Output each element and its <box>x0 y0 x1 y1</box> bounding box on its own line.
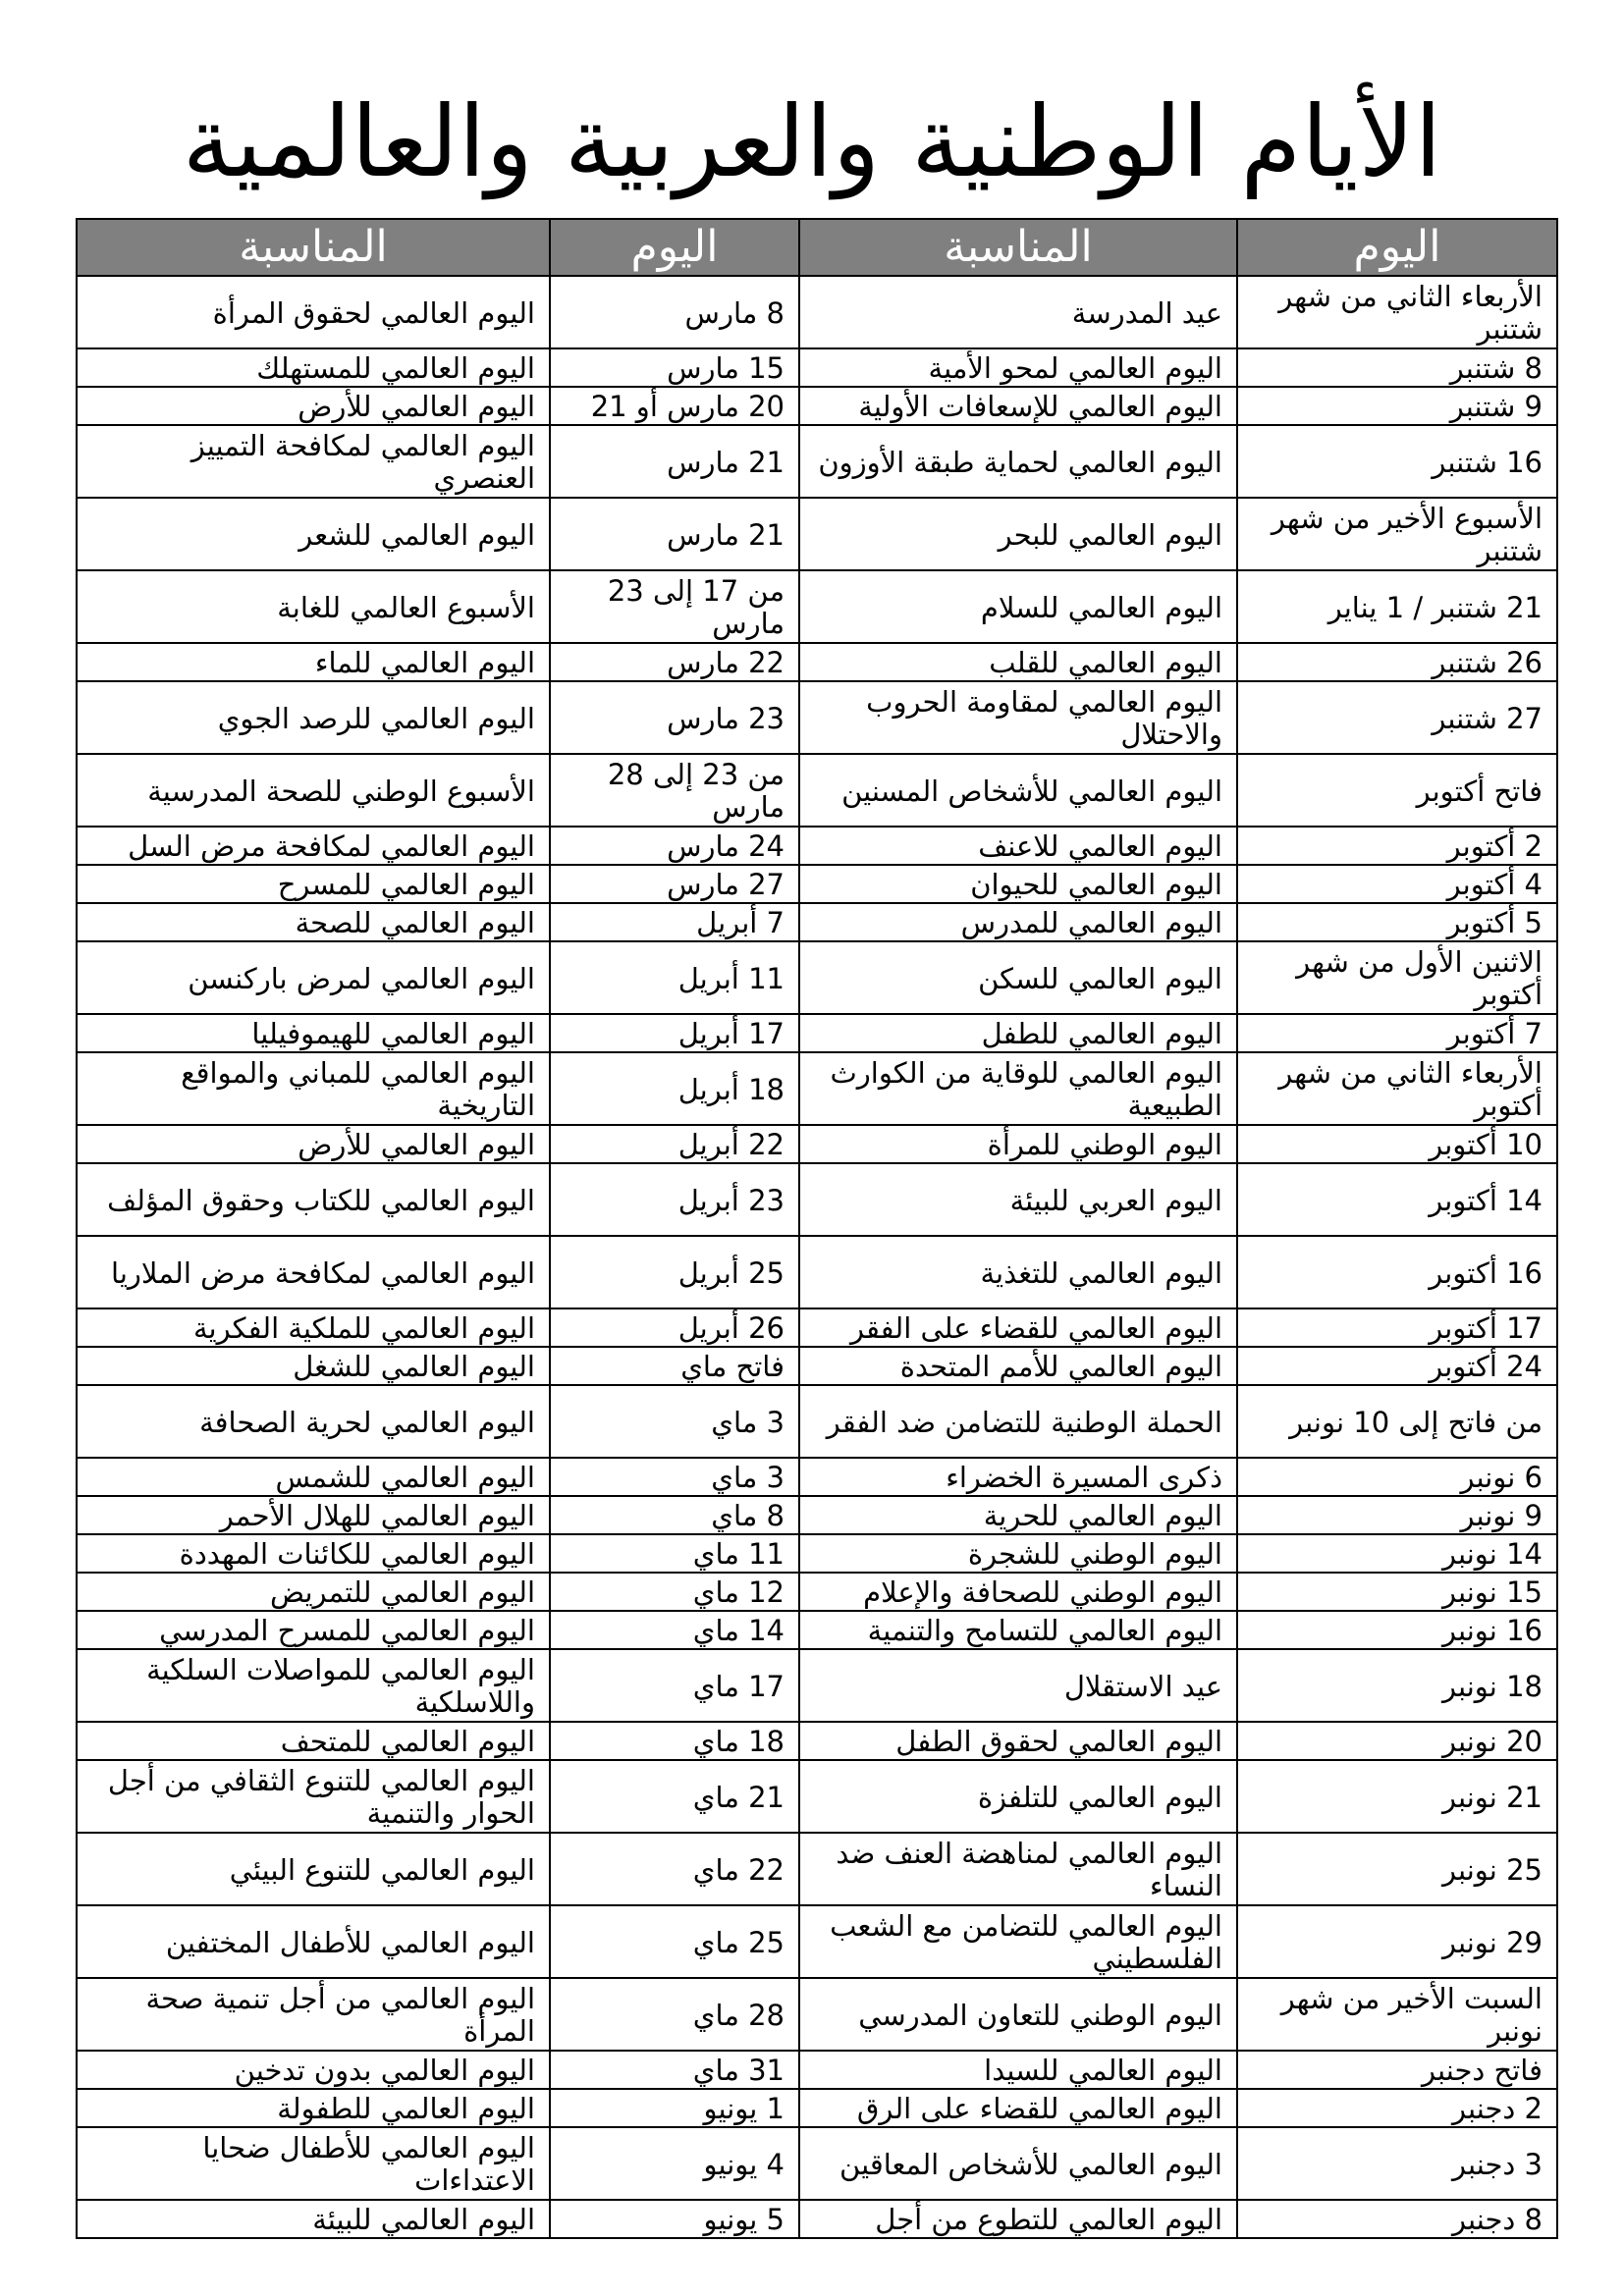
occasion-cell: اليوم العالمي للتنوع الثقافي من أجل الحوار والتنمية <box>77 1760 550 1833</box>
day-cell: من فاتح إلى 10 نونبر <box>1237 1385 1557 1458</box>
occasion-cell: اليوم الوطني للصحافة والإعلام <box>799 1573 1237 1611</box>
occasion-cell: اليوم العالمي للمسرح المدرسي <box>77 1611 550 1649</box>
occasion-cell: اليوم العالمي للتضامن مع الشعب الفلسطيني <box>799 1905 1237 1978</box>
occasions-table-container <box>78 218 1558 2239</box>
occasion-cell: اليوم العالمي لمحو الأمية <box>799 348 1237 387</box>
occasion-cell: اليوم العالمي للسيدا <box>799 2051 1237 2089</box>
day-cell: 17 ماي <box>550 1649 799 1722</box>
occasion-cell: اليوم العالمي بدون تدخين <box>77 2051 550 2089</box>
table-row <box>77 348 1557 387</box>
occasions-table <box>76 218 1558 2239</box>
day-cell: 12 ماي <box>550 1573 799 1611</box>
day-cell: 28 ماي <box>550 1978 799 2051</box>
day-cell: 25 نونبر <box>1237 1833 1557 1905</box>
occasion-cell: عيد الاستقلال <box>799 1649 1237 1722</box>
table-row <box>77 1458 1557 1496</box>
table-row <box>77 1496 1557 1534</box>
occasion-cell: الأسبوع الوطني للصحة المدرسية <box>77 754 550 827</box>
occasion-cell: اليوم العالمي لمناهضة العنف ضد النساء <box>799 1833 1237 1905</box>
occasion-cell: اليوم العالمي للأشخاص المسنين <box>799 754 1237 827</box>
day-cell: 3 ماي <box>550 1458 799 1496</box>
day-cell: 2 أكتوبر <box>1237 827 1557 865</box>
occasion-cell: اليوم العالمي للسكن <box>799 941 1237 1014</box>
day-cell: الأربعاء الثاني من شهر شتنبر <box>1237 276 1557 348</box>
table-row <box>77 1649 1557 1722</box>
day-cell: 3 دجنبر <box>1237 2127 1557 2200</box>
table-row <box>77 1905 1557 1978</box>
occasion-cell: اليوم العربي للبيئة <box>799 1163 1237 1236</box>
day-cell: 23 مارس <box>550 681 799 754</box>
table-row <box>77 1347 1557 1385</box>
day-cell: 16 أكتوبر <box>1237 1236 1557 1308</box>
day-cell: 8 ماي <box>550 1496 799 1534</box>
table-row <box>77 1052 1557 1125</box>
table-row <box>77 1014 1557 1052</box>
occasion-cell: اليوم العالمي لحماية طبقة الأوزون <box>799 425 1237 498</box>
day-cell: 5 يونيو <box>550 2200 799 2238</box>
day-cell: 15 مارس <box>550 348 799 387</box>
day-cell: 22 مارس <box>550 643 799 681</box>
day-cell: 22 ماي <box>550 1833 799 1905</box>
occasion-cell: اليوم العالمي للبيئة <box>77 2200 550 2238</box>
occasion-cell: اليوم الوطني للمرأة <box>799 1125 1237 1163</box>
table-row <box>77 1534 1557 1573</box>
day-cell: 11 ماي <box>550 1534 799 1573</box>
day-cell: 9 شتنبر <box>1237 387 1557 425</box>
day-cell: 14 أكتوبر <box>1237 1163 1557 1236</box>
occasion-cell: اليوم العالمي للسلام <box>799 570 1237 643</box>
occasion-cell: اليوم العالمي للأطفال المختفين <box>77 1905 550 1978</box>
day-cell: 7 أكتوبر <box>1237 1014 1557 1052</box>
day-cell: 4 يونيو <box>550 2127 799 2200</box>
table-header-row <box>77 219 1557 276</box>
day-cell: الأربعاء الثاني من شهر أكتوبر <box>1237 1052 1557 1125</box>
table-row <box>77 1978 1557 2051</box>
occasion-cell: اليوم العالمي لمكافحة مرض السل <box>77 827 550 865</box>
occasion-cell: اليوم العالمي للمدرس <box>799 903 1237 941</box>
day-cell: الاثنين الأول من شهر أكتوبر <box>1237 941 1557 1014</box>
table-row <box>77 2127 1557 2200</box>
occasion-cell: اليوم الوطني للشجرة <box>799 1534 1237 1573</box>
day-cell: 6 نونبر <box>1237 1458 1557 1496</box>
day-cell: الأسبوع الأخير من شهر شتنبر <box>1237 498 1557 570</box>
table-row <box>77 1573 1557 1611</box>
occasion-cell: اليوم العالمي لحرية الصحافة <box>77 1385 550 1458</box>
occasion-cell: اليوم العالمي للصحة <box>77 903 550 941</box>
table-row <box>77 1308 1557 1347</box>
day-cell: 18 ماي <box>550 1722 799 1760</box>
occasion-cell: اليوم العالمي للمتحف <box>77 1722 550 1760</box>
occasion-cell: اليوم العالمي للأشخاص المعاقين <box>799 2127 1237 2200</box>
day-cell: 5 أكتوبر <box>1237 903 1557 941</box>
day-cell: 24 مارس <box>550 827 799 865</box>
occasion-cell: اليوم العالمي لمكافحة مرض الملاريا <box>77 1236 550 1308</box>
occasion-cell: اليوم العالمي للقلب <box>799 643 1237 681</box>
occasion-cell: اليوم العالمي للتطوع من أجل <box>799 2200 1237 2238</box>
occasion-cell: اليوم العالمي للأرض <box>77 1125 550 1163</box>
occasion-cell: اليوم العالمي للمواصلات السلكية واللاسلكية <box>77 1649 550 1722</box>
table-row <box>77 941 1557 1014</box>
occasion-cell: اليوم العالمي للمباني والمواقع التاريخية <box>77 1052 550 1125</box>
day-cell: 25 ماي <box>550 1905 799 1978</box>
day-cell: 14 ماي <box>550 1611 799 1649</box>
day-cell: 16 نونبر <box>1237 1611 1557 1649</box>
table-row <box>77 681 1557 754</box>
day-cell: 2 دجنبر <box>1237 2089 1557 2127</box>
table-row <box>77 498 1557 570</box>
occasion-cell: اليوم العالمي للماء <box>77 643 550 681</box>
table-row <box>77 2200 1557 2238</box>
occasion-cell: اليوم الوطني للتعاون المدرسي <box>799 1978 1237 2051</box>
occasion-cell: اليوم العالمي للحيوان <box>799 865 1237 903</box>
occasion-cell: اليوم العالمي للتمريض <box>77 1573 550 1611</box>
table-row <box>77 865 1557 903</box>
table-row <box>77 276 1557 348</box>
day-cell: 16 شتنبر <box>1237 425 1557 498</box>
day-cell: 21 ماي <box>550 1760 799 1833</box>
day-cell: 8 دجنبر <box>1237 2200 1557 2238</box>
day-cell: 10 أكتوبر <box>1237 1125 1557 1163</box>
day-cell: 17 أكتوبر <box>1237 1308 1557 1347</box>
table-row <box>77 1125 1557 1163</box>
occasion-cell: اليوم العالمي لمقاومة الحروب والاحتلال <box>799 681 1237 754</box>
day-cell: 27 مارس <box>550 865 799 903</box>
day-cell: 8 شتنبر <box>1237 348 1557 387</box>
occasion-cell: اليوم العالمي للهيموفيليا <box>77 1014 550 1052</box>
day-cell: 29 نونبر <box>1237 1905 1557 1978</box>
occasion-cell: اليوم العالمي للبحر <box>799 498 1237 570</box>
table-row <box>77 1611 1557 1649</box>
day-cell: فاتح ماي <box>550 1347 799 1385</box>
day-cell: 26 شتنبر <box>1237 643 1557 681</box>
occasion-cell: اليوم العالمي للشمس <box>77 1458 550 1496</box>
day-cell: 15 نونبر <box>1237 1573 1557 1611</box>
table-row <box>77 1236 1557 1308</box>
day-cell: 17 أبريل <box>550 1014 799 1052</box>
occasion-cell: اليوم العالمي للقضاء على الفقر <box>799 1308 1237 1347</box>
occasion-cell: اليوم العالمي لمرض باركنسن <box>77 941 550 1014</box>
occasion-cell: اليوم العالمي للقضاء على الرق <box>799 2089 1237 2127</box>
occasion-cell: اليوم العالمي للتلفزة <box>799 1760 1237 1833</box>
day-cell: 18 نونبر <box>1237 1649 1557 1722</box>
occasion-cell: اليوم العالمي للتغذية <box>799 1236 1237 1308</box>
day-cell: 31 ماي <box>550 2051 799 2089</box>
occasion-cell: اليوم العالمي للطفل <box>799 1014 1237 1052</box>
day-cell: 21 نونبر <box>1237 1760 1557 1833</box>
occasion-cell: اليوم العالمي للملكية الفكرية <box>77 1308 550 1347</box>
header-day-1: اليوم <box>1237 219 1557 276</box>
day-cell: فاتح أكتوبر <box>1237 754 1557 827</box>
occasion-cell: اليوم العالمي للاعنف <box>799 827 1237 865</box>
table-row <box>77 827 1557 865</box>
header-occasion-2: المناسبة <box>77 219 550 276</box>
occasion-cell: اليوم العالمي للمسرح <box>77 865 550 903</box>
table-body <box>77 276 1557 2238</box>
occasion-cell: اليوم العالمي للإسعافات الأولية <box>799 387 1237 425</box>
day-cell: 24 أكتوبر <box>1237 1347 1557 1385</box>
table-row <box>77 1722 1557 1760</box>
occasion-cell: اليوم العالمي للهلال الأحمر <box>77 1496 550 1534</box>
day-cell: من 23 إلى 28 مارس <box>550 754 799 827</box>
table-row <box>77 903 1557 941</box>
occasion-cell: اليوم العالمي للتنوع البيئي <box>77 1833 550 1905</box>
table-row <box>77 1760 1557 1833</box>
table-row <box>77 425 1557 498</box>
table-row <box>77 1163 1557 1236</box>
table-row <box>77 754 1557 827</box>
table-row <box>77 2051 1557 2089</box>
occasion-cell: اليوم العالمي لحقوق المرأة <box>77 276 550 348</box>
day-cell: السبت الأخير من شهر نونبر <box>1237 1978 1557 2051</box>
occasion-cell: اليوم العالمي للطفولة <box>77 2089 550 2127</box>
day-cell: 9 نونبر <box>1237 1496 1557 1534</box>
day-cell: 3 ماي <box>550 1385 799 1458</box>
day-cell: 11 أبريل <box>550 941 799 1014</box>
occasion-cell: ذكرى المسيرة الخضراء <box>799 1458 1237 1496</box>
day-cell: 20 مارس أو 21 <box>550 387 799 425</box>
table-row <box>77 570 1557 643</box>
occasion-cell: اليوم العالمي للوقاية من الكوارث الطبيعية <box>799 1052 1237 1125</box>
header-occasion-1: المناسبة <box>799 219 1237 276</box>
day-cell: 20 نونبر <box>1237 1722 1557 1760</box>
occasion-cell: اليوم العالمي من أجل تنمية صحة المرأة <box>77 1978 550 2051</box>
occasion-cell: الأسبوع العالمي للغابة <box>77 570 550 643</box>
occasion-cell: اليوم العالمي للأرض <box>77 387 550 425</box>
day-cell: 21 مارس <box>550 498 799 570</box>
day-cell: 18 أبريل <box>550 1052 799 1125</box>
day-cell: 21 مارس <box>550 425 799 498</box>
occasion-cell: اليوم العالمي للشعر <box>77 498 550 570</box>
occasion-cell: اليوم العالمي للتسامح والتنمية <box>799 1611 1237 1649</box>
table-row <box>77 2089 1557 2127</box>
day-cell: 1 يونيو <box>550 2089 799 2127</box>
occasion-cell: الحملة الوطنية للتضامن ضد الفقر <box>799 1385 1237 1458</box>
occasion-cell: اليوم العالمي للكتاب وحقوق المؤلف <box>77 1163 550 1236</box>
occasion-cell: اليوم العالمي للمستهلك <box>77 348 550 387</box>
occasion-cell: اليوم العالمي للرصد الجوي <box>77 681 550 754</box>
day-cell: 26 أبريل <box>550 1308 799 1347</box>
occasion-cell: اليوم العالمي للأمم المتحدة <box>799 1347 1237 1385</box>
occasion-cell: اليوم العالمي للحرية <box>799 1496 1237 1534</box>
day-cell: 25 أبريل <box>550 1236 799 1308</box>
table-row <box>77 387 1557 425</box>
occasion-cell: اليوم العالمي للشغل <box>77 1347 550 1385</box>
day-cell: 7 أبريل <box>550 903 799 941</box>
day-cell: فاتح دجنبر <box>1237 2051 1557 2089</box>
occasion-cell: اليوم العالمي للكائنات المهددة <box>77 1534 550 1573</box>
day-cell: 4 أكتوبر <box>1237 865 1557 903</box>
occasion-cell: اليوم العالمي لحقوق الطفل <box>799 1722 1237 1760</box>
table-row <box>77 643 1557 681</box>
occasion-cell: عيد المدرسة <box>799 276 1237 348</box>
header-day-2: اليوم <box>550 219 799 276</box>
day-cell: 27 شتنبر <box>1237 681 1557 754</box>
day-cell: 22 أبريل <box>550 1125 799 1163</box>
day-cell: 23 أبريل <box>550 1163 799 1236</box>
occasion-cell: اليوم العالمي للأطفال ضحايا الاعتداءات <box>77 2127 550 2200</box>
page-title: الأيام الوطنية والعربية والعالمية <box>182 84 1442 199</box>
day-cell: 14 نونبر <box>1237 1534 1557 1573</box>
day-cell: من 17 إلى 23 مارس <box>550 570 799 643</box>
day-cell: 21 شتنبر / 1 يناير <box>1237 570 1557 643</box>
table-row <box>77 1385 1557 1458</box>
table-row <box>77 1833 1557 1905</box>
occasion-cell: اليوم العالمي لمكافحة التمييز العنصري <box>77 425 550 498</box>
day-cell: 8 مارس <box>550 276 799 348</box>
